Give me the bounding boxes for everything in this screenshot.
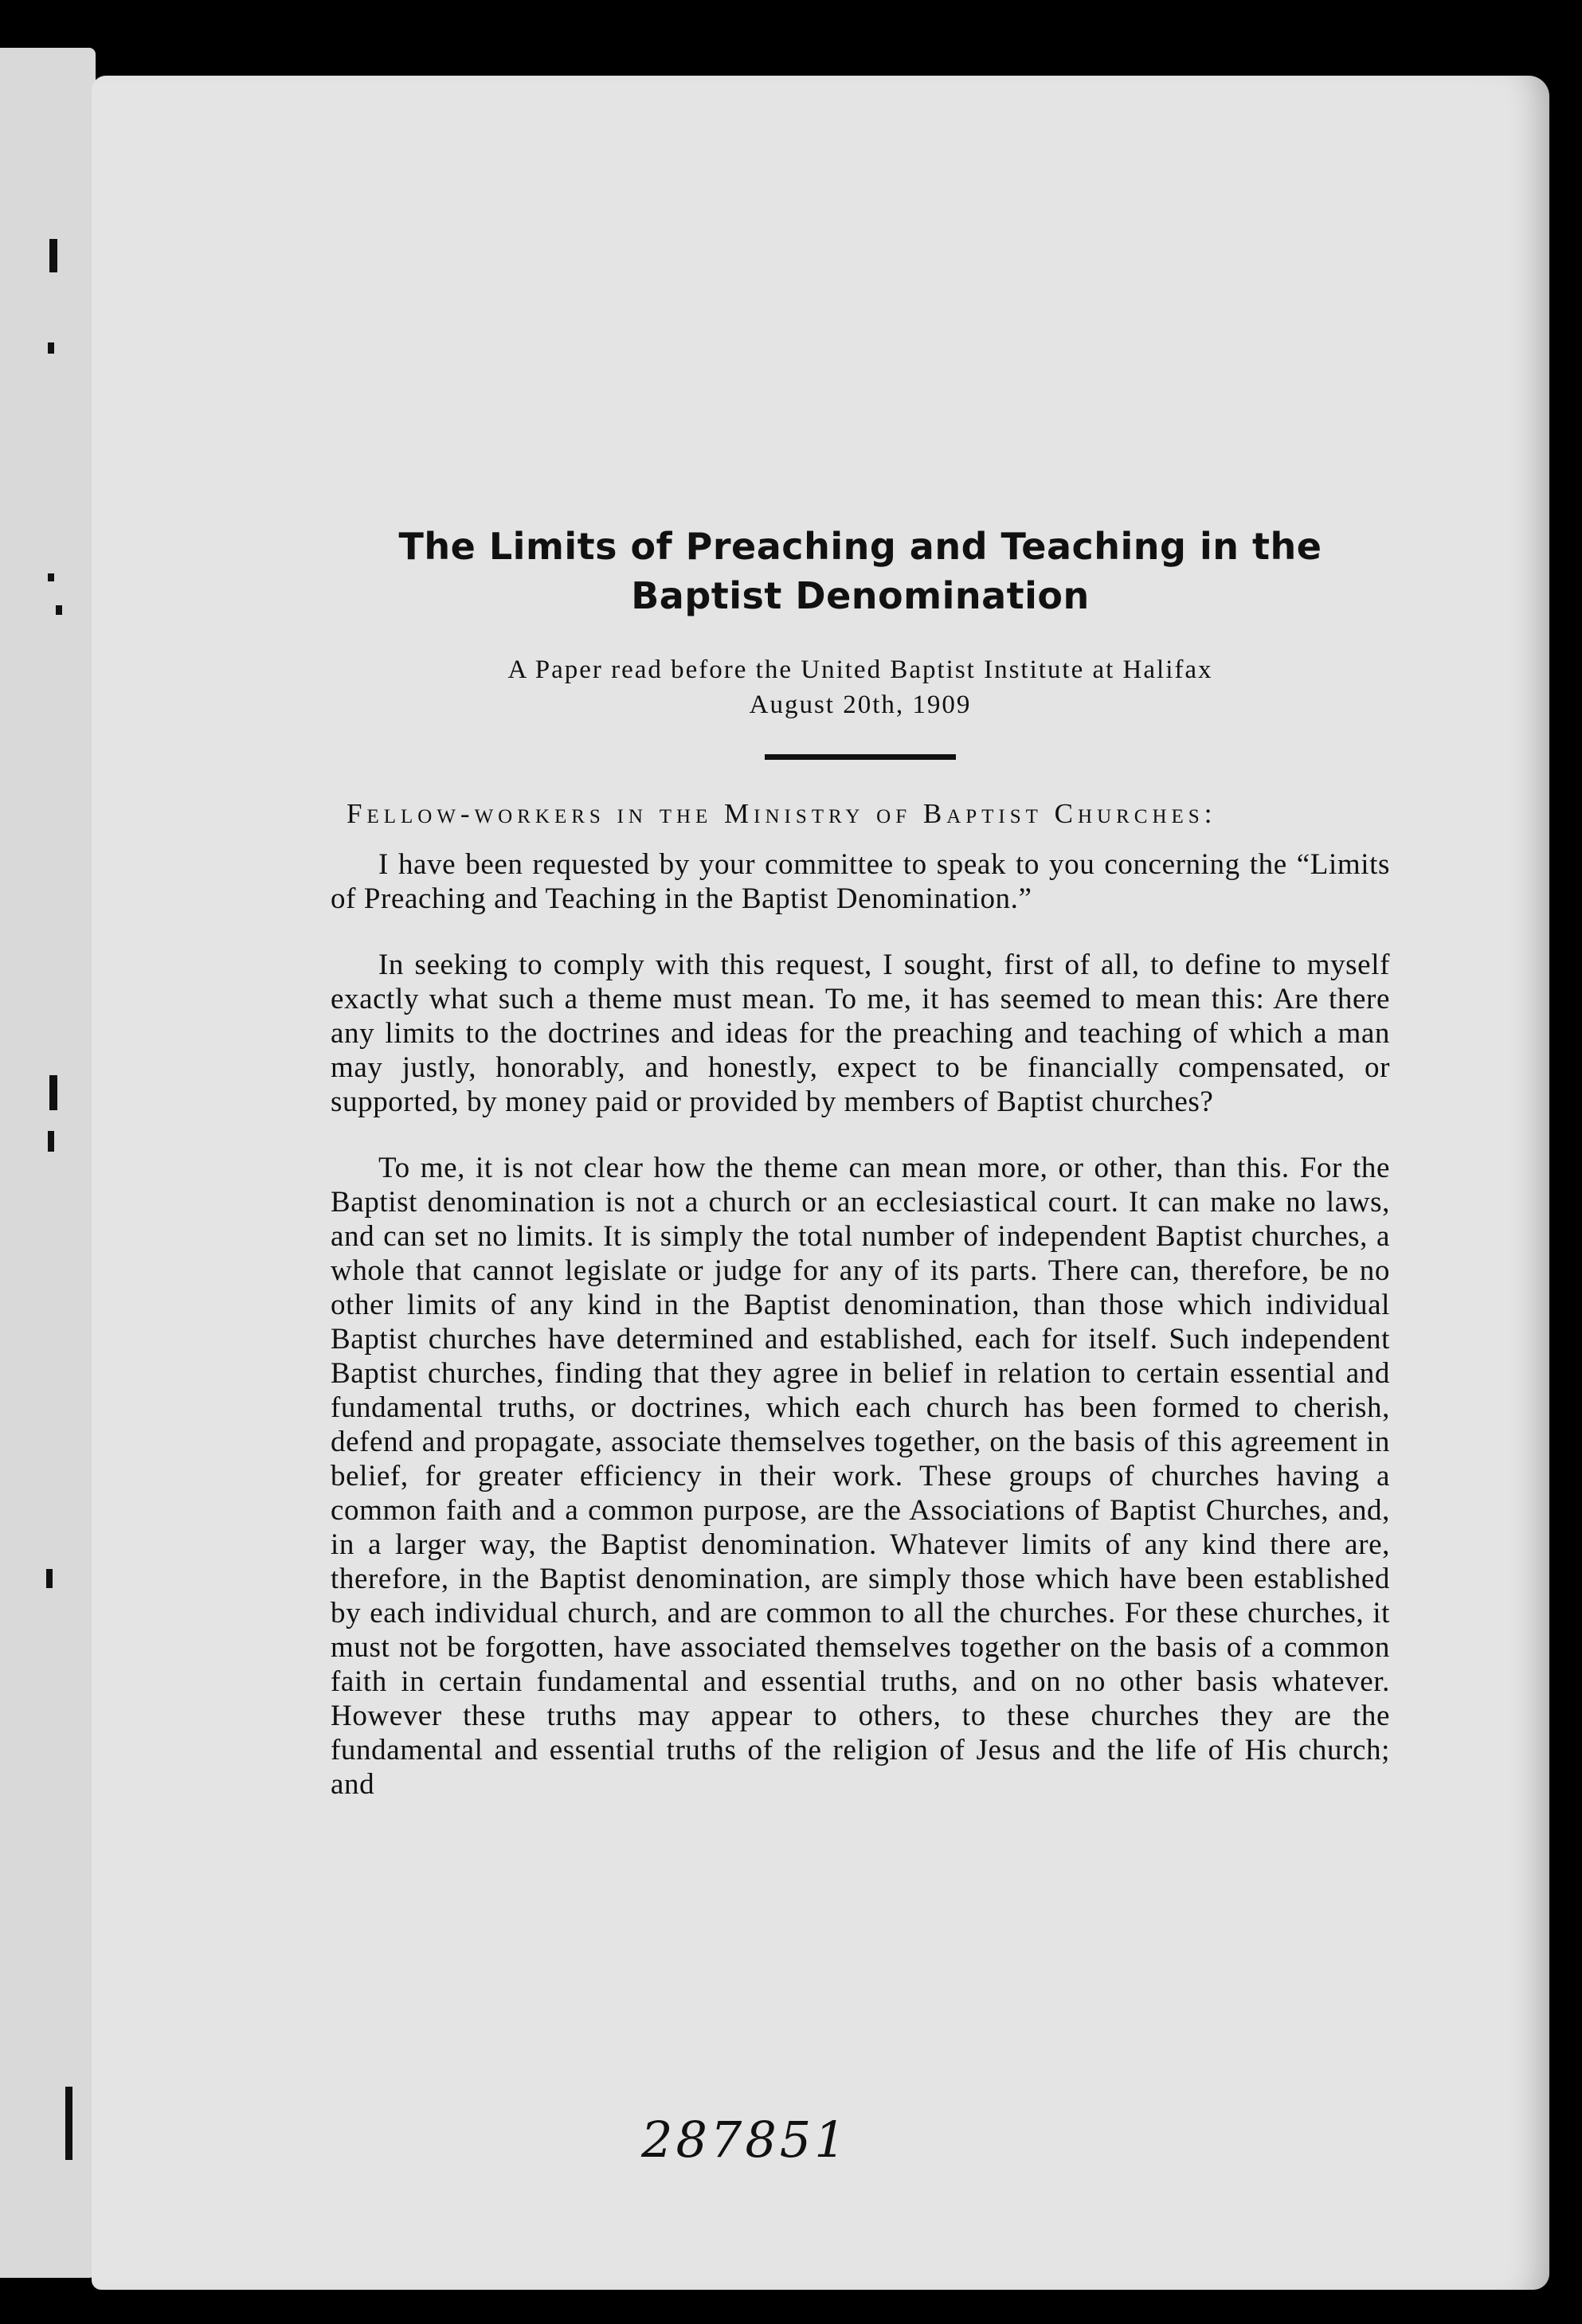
facing-page-edge bbox=[0, 48, 96, 2278]
document-page bbox=[92, 76, 1549, 2290]
salutation: Fellow-workers in the Ministry of Baptist Churches: bbox=[347, 798, 1217, 829]
margin-mark bbox=[65, 2087, 72, 2160]
paragraph-3: To me, it is not clear how the theme can mean more, or other, than this. For the Baptist denomination is not a church or an ecclesiastical court. It can make no laws, and can set no limits. It is simply the total number of independent Baptist churches, a whole that cannot legislate or judge for any of its parts. There can, therefore, be no other limits of any kind in the Baptist denomination, than those which individual Baptist churches have determined and established, each for itself. Such independent Baptist churches, finding that they agree in belief in relation to certain essential and fundamental truths, or doctrines, which each church has been formed to cherish, defend and propagate, associate themselves together, on the basis of this agreement in belief, for greater efficiency in their work. These groups of churches having a common faith and a common purpose, are the Associations of Baptist Churches, and, in a larger way, the Baptist denomination. Whatever limits of any kind there are, therefore, in the Baptist denomination, are simply those which have been established by each individual church, and are common to all the churches. For these churches, it must not be forgotten, have associated themselves together on the basis of a common faith in certain fundamental and essential truths, and on no other basis whatever. However these truths may appear to others, to these churches they are the fundamental and essential truths of the religion of Jesus and the life of His church; and bbox=[331, 1152, 1390, 1801]
title-divider bbox=[765, 754, 956, 760]
subtitle-line-1: A Paper read before the United Baptist Institute at Halifax bbox=[507, 655, 1213, 684]
margin-mark bbox=[56, 605, 62, 615]
article-body bbox=[331, 522, 1390, 1802]
subtitle-line-2: August 20th, 1909 bbox=[749, 691, 972, 719]
handwritten-catalog-number: 287851 bbox=[641, 2111, 849, 2169]
margin-mark bbox=[49, 239, 57, 272]
margin-mark bbox=[48, 342, 54, 354]
margin-mark bbox=[46, 1569, 53, 1588]
paragraph-2: In seeking to comply with this request, I sought, first of all, to define to myself exactly what such a theme must mean. To me, it has seemed to mean this: Are there any limits to the doctrines and ideas for the preaching and teaching of which a man may justly, honorably, and honestly, expect to be financially compensated, or supported, by money paid or provided by members of Baptist churches? bbox=[331, 949, 1390, 1118]
margin-mark bbox=[48, 573, 54, 581]
document-subtitle bbox=[331, 652, 1390, 722]
margin-mark bbox=[48, 1131, 54, 1152]
document-title: The Limits of Preaching and Teaching in the Baptist Denomination bbox=[398, 525, 1322, 617]
margin-mark bbox=[49, 1075, 57, 1110]
paragraph-1: I have been requested by your committee to speak to you concerning the “Limits of Preaching and Teaching in the Baptist Denomination.” bbox=[331, 848, 1390, 915]
